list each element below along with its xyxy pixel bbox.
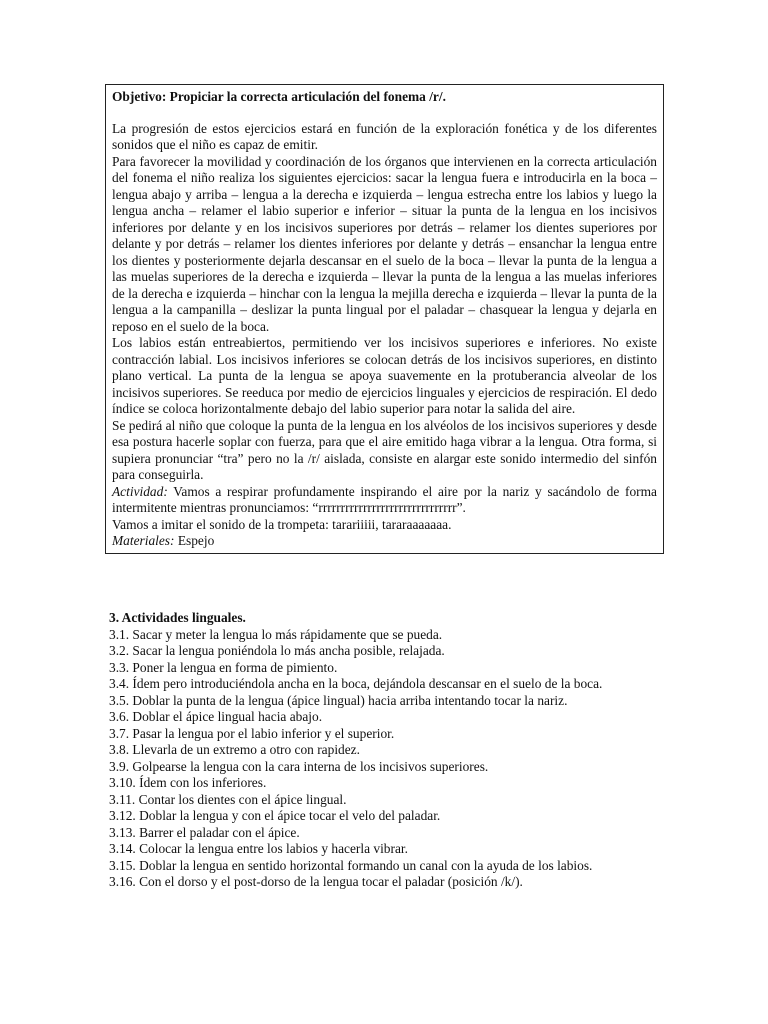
activity-paragraph	[112, 484, 657, 517]
list-item: 3.2. Sacar la lengua poniéndola lo más ancha posible, relajada.	[109, 643, 445, 658]
list-item: 3.16. Con el dorso y el post-dorso de la lengua tocar el paladar (posición /k/).	[109, 874, 523, 889]
spacer	[112, 106, 657, 121]
materials-label: Materiales:	[112, 533, 175, 548]
list-item: 3.5. Doblar la punta de la lengua (ápice lingual) hacia arriba intentando tocar la nariz.	[109, 692, 568, 708]
list-item: 3.3. Poner la lengua en forma de pimiento.	[109, 659, 338, 675]
list-item: 3.15. Doblar la lengua en sentido horizontal formando un canal con la ayuda de los labios.	[109, 857, 593, 873]
section-heading: 3. Actividades linguales.	[109, 610, 246, 625]
activity-label: Actividad:	[112, 483, 168, 499]
objective-title: Objetivo: Propiciar la correcta articulación del fonema /r/.	[112, 89, 446, 104]
exercises-paragraph: Para favorecer la movilidad y coordinación de los órganos que intervienen en la correcta articulación del fonema el niño realiza los siguientes ejercicios: sacar la lengua fuera e introducirla en la boca – lengua abajo y arriba – lengua a la derecha e izquierda – lengua estrecha entre los labios y luego la lengua ancha – relamer el labio superior e inferior – situar la punta de la lengua en los incisivos inferiores por delante y en los incisivos superiores por detrás – relamer los dientes superiores por delante y por detrás – relamer los dientes inferiores por delante y detrás – ensanchar la lengua entre los dientes y posteriormente dejarla descansar en el suelo de la boca – llevar la punta de la lengua a las muelas superiores de la derecha e izquierda – llevar la punta de la lengua a las muelas inferiores de la derecha e izquierda – hinchar con la lengua la mejilla derecha e izquierda – llevar la punta de la lengua a la campanilla – deslizar la punta lingual por el paladar – chasquear la lengua y dejarla en reposo en el suelo de la boca.	[112, 153, 657, 334]
list-item: 3.11. Contar los dientes con el ápice lingual.	[109, 791, 347, 807]
list-item: 3.9. Golpearse la lengua con la cara interna de los incisivos superiores.	[109, 758, 489, 774]
materials-paragraph	[112, 533, 657, 550]
list-item: 3.10. Ídem con los inferiores.	[109, 775, 267, 790]
list-item: 3.14. Colocar la lengua entre los labios y hacerla vibrar.	[109, 841, 408, 856]
objective-box	[105, 84, 664, 554]
activities-list	[109, 627, 654, 891]
intro-paragraph: La progresión de estos ejercicios estará en función de la exploración fonética y de los diferentes sonidos que el niño es capaz de emitir.	[112, 120, 657, 152]
trumpet-paragraph: Vamos a imitar el sonido de la trompeta: tarariiiii, tararaaaaaaa.	[112, 516, 452, 532]
list-item: 3.1. Sacar y meter la lengua lo más rápidamente que se pueda.	[109, 626, 443, 642]
list-item: 3.13. Barrer el paladar con el ápice.	[109, 824, 300, 840]
materials-text: Espejo	[174, 533, 215, 548]
list-item: 3.8. Llevarla de un extremo a otro con rapidez.	[109, 742, 360, 757]
lingual-activities-section	[109, 610, 654, 891]
list-item: 3.12. Doblar la lengua y con el ápice tocar el velo del paladar.	[109, 808, 441, 823]
articulation-paragraph: Los labios están entreabiertos, permitiendo ver los incisivos superiores e inferiores. No existe contracción labial. Los incisivos inferiores se colocan detrás de los incisivos superiores, en distinto plano vertical. La punta de la lengua se apoya suavemente en la protuberancia alveolar de los incisivos superiores. Se reeduca por medio de ejercicios linguales y ejercicios de respiración. El dedo índice se coloca horizontalmente debajo del labio superior para notar la salida del aire.	[112, 335, 657, 416]
activity-text: Vamos a respirar profundamente inspirando el aire por la nariz y sacándolo de forma intermitente mientras pronunciamos: “rrrrrrrrrrrrrrrrrrrrrrrrrrrrrrr”.	[112, 483, 657, 515]
vibration-paragraph: Se pedirá al niño que coloque la punta de la lengua en los alvéolos de los incisivos superiores y desde esa postura hacerle soplar con fuerza, para que el aire emitido haga vibrar a la lengua. Otra forma, si supiera pronunciar “tra” pero no la /r/ aislada, consiste en alargar este sonido intermedio del sinfón para conseguirla.	[112, 417, 657, 482]
list-item: 3.4. Ídem pero introduciéndola ancha en la boca, dejándola descansar en el suelo de la boca.	[109, 676, 603, 691]
list-item: 3.6. Doblar el ápice lingual hacia abajo.	[109, 709, 323, 724]
list-item: 3.7. Pasar la lengua por el labio inferior y el superior.	[109, 725, 395, 741]
